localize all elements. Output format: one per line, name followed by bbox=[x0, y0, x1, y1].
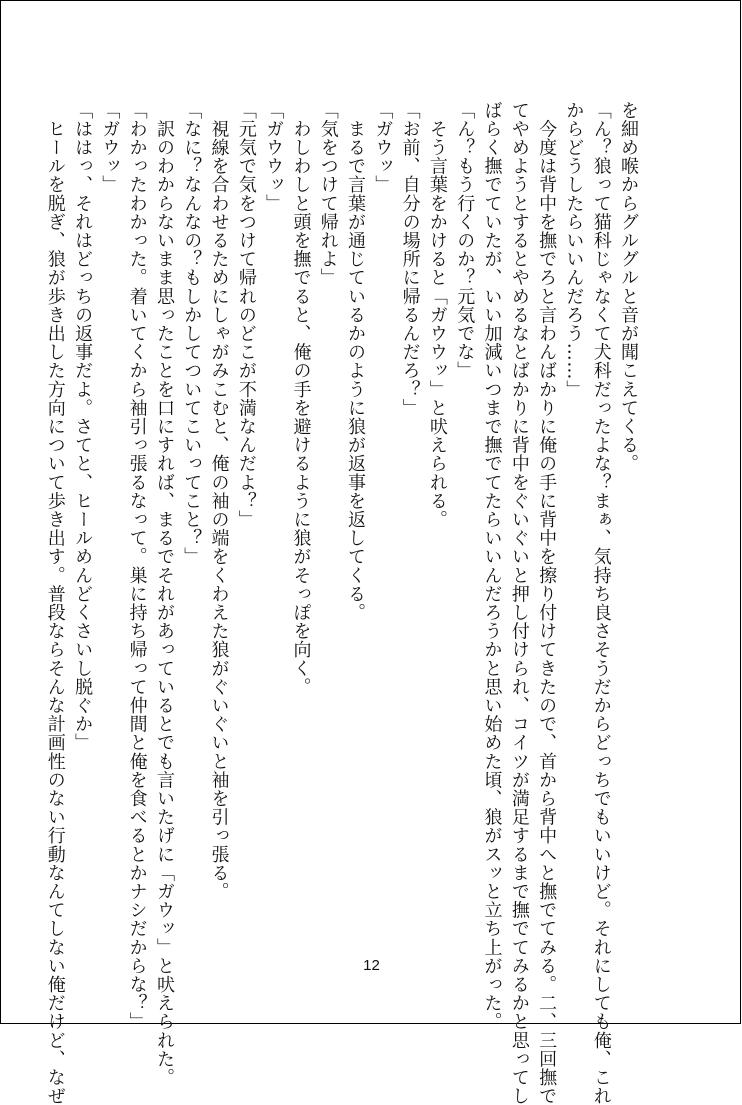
text-line: 「ガウウッ」 bbox=[263, 101, 285, 213]
text-line: 「ははっ、それはどっちの返事だよ。さてと、ヒールめんどくさいし脱ぐか」 bbox=[72, 101, 94, 752]
text-line: 「ん？もう行くのか？元気でな」 bbox=[454, 101, 476, 380]
text-line: を細め喉からグルグルと音が聞こえてくる。 bbox=[618, 101, 639, 473]
text-line: 「わかったわかった。着いてくから袖引っ張るなって。巣に持ち帰って仲間と俺を食べるとかナシだからな？」 bbox=[126, 101, 148, 1031]
text-line: てやめようとするとやめるなとばかりに背中をぐいぐいと押し付けられ、コイツが満足するまで撫でてみるかと思ってし bbox=[508, 101, 530, 1105]
text-line: からどうしたらいいんだろう……」 bbox=[563, 101, 585, 399]
text-line: 「ガウッ」 bbox=[99, 101, 121, 194]
text-line: 「ん？狼って猫科じゃなくて犬科だったよな？まぁ、気持ち良さそうだからどっちでもいいけど。それにしても俺、これ bbox=[590, 101, 612, 1105]
text-line: 「元気で気をつけて帰れのどこが不満なんだよ？」 bbox=[235, 101, 257, 529]
text-line: 視線を合わせるためにしゃがみこむと、俺の袖の端をくわえた狼がぐいぐいと袖を引っ張る。 bbox=[208, 101, 230, 901]
text-line: ばらく撫でていたが、いい加減いつまで撫でてたらいいんだろうかと思い始めた頃、狼がスッと立ち上がった。 bbox=[481, 101, 503, 1031]
text-line: 「なに？なんなの？もしかしてついてこいってこと？」 bbox=[181, 101, 203, 566]
text-line: 「ガウッ」 bbox=[372, 101, 394, 194]
text-line: わしわしと頭を撫でると、俺の手を避けるように狼がそっぽを向く。 bbox=[290, 101, 312, 697]
text-line: 訳のわからないまま思ったことを口にすれば、まるでそれがあっているとでも言いたげに「ガウッ」と吠えられた。 bbox=[153, 101, 175, 1087]
text-line: まるで言葉が通じているかのように狼が返事を返してくる。 bbox=[345, 101, 367, 622]
text-line: 「気をつけて帰れよ」 bbox=[317, 101, 339, 287]
text-line: 「お前、自分の場所に帰るんだろ？」 bbox=[399, 101, 421, 418]
page-number: 12 bbox=[363, 957, 380, 974]
text-line: そう言葉をかけると「ガウウッ」と吠えられる。 bbox=[426, 101, 448, 529]
text-line: 今度は背中を撫でろと言わんばかりに俺の手に背中を擦り付けてきたので、首から背中へと撫でてみる。二、三回撫で bbox=[536, 101, 558, 1105]
text-line: ヒールを脱ぎ、狼が歩き出した方向について歩き出す。普段ならそんな計画性のない行動なんてしない俺だけど、なぜ bbox=[44, 101, 66, 1105]
